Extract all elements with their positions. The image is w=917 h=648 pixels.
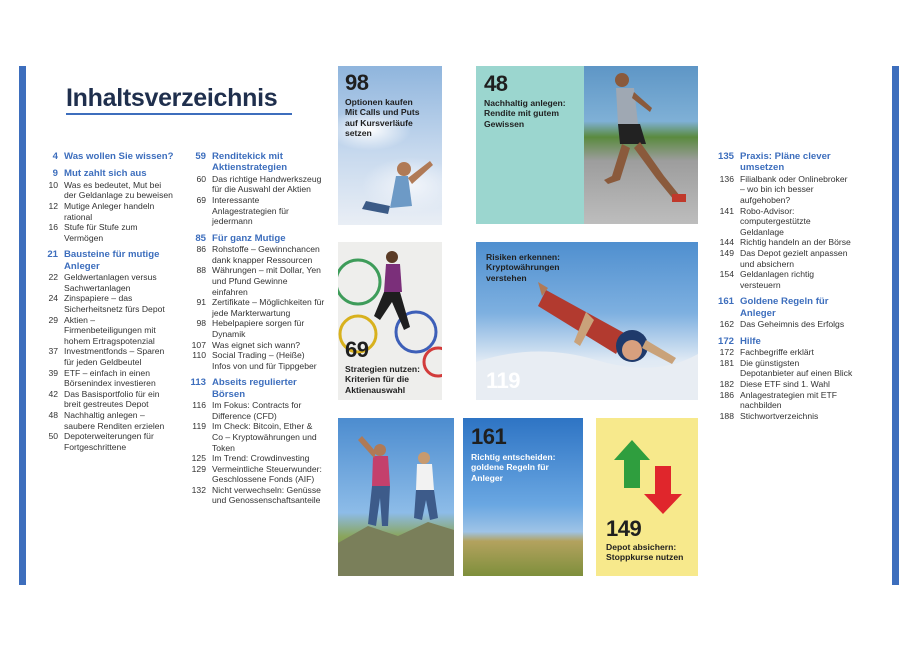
entry-page-number: 12 [48,201,58,211]
tile-page-number: 149 [606,516,642,541]
chapter-page-number: 59 [195,151,206,162]
entry-page-number: 10 [48,179,58,190]
chapter-title: Abseits regulierter Börsen [212,377,297,400]
toc-section [704,151,854,290]
toc-entry[interactable] [704,411,854,422]
page-title: Inhaltsverzeichnis [66,84,278,112]
entry-page-number: 88 [196,265,206,276]
entry-title: Das Depot gezielt anpassen und absichern [740,247,848,269]
toc-section [40,168,175,243]
toc-entry[interactable] [40,201,175,222]
entry-title: Stichwortverzeichnis [740,410,819,421]
entry-page-number: 48 [48,409,58,420]
toc-column-2 [180,151,325,512]
entry-title: Zinspapiere – das Sicherheitsnetz fürs Depot [64,293,165,314]
toc-entry[interactable] [40,222,175,243]
entry-title: Richtig handeln an der Börse [740,237,851,248]
entry-title: Das Basisportfolio für ein breit gestreutes Depot [64,388,160,410]
entry-page-number: 125 [191,453,206,464]
entry-title: Was es bedeutet, Mut bei der Geldanlage zu beweisen [64,179,173,201]
toc-entry[interactable] [180,174,325,195]
tile-caption: Nachhaltig anlegen: Rendite mit gutem Gewissen [484,98,566,129]
tile-options[interactable] [338,66,442,225]
entry-title: Social Trading – (Heiße) Infos von und für Tippgeber [212,350,317,371]
tile-page-number: 69 [345,337,369,362]
toc-entry[interactable] [704,237,854,248]
entry-page-number: 119 [192,421,206,432]
entry-page-number: 24 [48,293,58,304]
toc-column-1 [40,151,175,458]
entry-page-number: 172 [719,347,734,358]
toc-entry[interactable] [40,346,175,367]
entry-title: Im Trend: Crowdinvesting [212,453,310,464]
toc-entry[interactable] [180,421,325,453]
entry-title: Fachbegriffe erklärt [740,347,814,358]
entry-title: Interessante Anlagestrategien für jedermann [212,195,289,227]
toc-section [704,336,854,422]
tile-page-number: 48 [484,71,508,96]
chapter-page-number: 135 [717,151,734,162]
toc-entry[interactable] [704,174,854,206]
toc-entry[interactable] [704,206,854,238]
tile-caption: Strategien nutzen: Kriterien für die Aktienauswahl [345,364,420,395]
chapter-page-number: 172 [717,335,734,347]
chapter-page-number: 161 [717,296,734,308]
entry-title: Depoterweiterungen für Fortgeschrittene [64,431,154,452]
runner-photo [584,66,698,224]
entry-title: Das Geheimnis des Erfolgs [740,319,845,330]
toc-entry[interactable] [40,431,175,452]
entry-page-number: 110 [192,350,206,361]
toc-entry[interactable] [704,379,854,390]
entry-page-number: 132 [191,484,206,495]
toc-column-3 [704,151,854,427]
chapter-title: Mut zahlt sich aus [64,168,147,180]
tile-crypto[interactable] [476,242,698,400]
toc-chapter-heading[interactable] [704,296,854,319]
entry-title: Rohstoffe – Gewinnchancen dank knapper Ressourcen [212,244,320,265]
entry-title: Mutige Anleger handeln rational [64,201,155,222]
entry-page-number: 116 [192,400,206,411]
entry-title: Filialbank oder Onlinebroker – wo bin ich besser aufgehoben? [740,173,848,205]
entry-page-number: 91 [196,297,206,308]
entry-title: Geldanlagen richtig versteuern [740,269,815,290]
toc-entry[interactable] [704,390,854,411]
entry-title: Investmentfonds – Sparen für jeden Geldbeutel [64,346,165,367]
entry-page-number: 16 [48,222,58,233]
toc-entry[interactable] [180,485,325,506]
chapter-page-number: 113 [190,377,206,389]
tile-sustainable[interactable] [476,66,584,224]
tile-caption: Optionen kaufen Mit Calls und Puts auf Kursverläufe setzen [345,97,420,139]
entry-page-number: 22 [48,272,58,283]
toc-entry[interactable] [180,297,325,318]
entry-title: Nicht verwechseln: Genüsse und Genossenschaftsanteile [212,484,321,506]
entry-title: Anlagestrategien mit ETF nachbilden [740,389,837,411]
entry-page-number: 86 [196,244,206,255]
toc-chapter-heading[interactable] [40,168,175,179]
entry-page-number: 144 [719,237,734,248]
toc-chapter-heading[interactable] [704,151,854,174]
chapter-page-number: 4 [52,151,58,162]
toc-section [180,377,325,506]
chapter-page-number: 21 [47,249,58,261]
toc-chapter-heading[interactable] [40,249,175,272]
entry-title: Im Check: Bitcoin, Ether & Co – Kryptowährungen und Token [212,421,317,453]
entry-title: Stufe für Stufe zum Vermögen [64,222,138,243]
entry-page-number: 162 [719,319,734,330]
chapter-page-number: 85 [195,232,206,244]
entry-title: Hebelpapiere sorgen für Dynamik [212,318,305,339]
tile-strategies[interactable] [338,242,442,400]
entry-page-number: 154 [719,269,734,280]
entry-page-number: 149 [719,247,734,258]
toc-entry[interactable] [704,269,854,290]
title-underline [66,113,292,115]
chapter-page-number: 9 [52,168,58,180]
chapter-title: Was wollen Sie wissen? [64,151,174,162]
entry-page-number: 98 [196,318,206,329]
tile-page-number: 119 [486,368,520,393]
entry-page-number: 42 [48,388,58,399]
tile-caption: Risiken erkennen: Kryptowährungen verstehen [486,252,561,283]
entry-title: Das richtige Handwerkszeug für die Auswahl der Aktien [212,173,322,195]
toc-chapter-heading[interactable] [180,377,325,400]
entry-page-number: 60 [196,173,206,184]
toc-chapter-heading[interactable] [704,336,854,347]
entry-page-number: 37 [48,346,58,357]
left-accent-bar [19,66,26,585]
runner-illustration [584,66,698,224]
entry-page-number: 181 [719,357,734,368]
entry-title: ETF – einfach in einen Börsenindex investieren [64,367,156,389]
tile-caption: Depot absichern: Stoppkurse nutzen [606,542,684,563]
tile-caption: Richtig entscheiden: goldene Regeln für Anleger [471,452,556,483]
entry-title: Nachhaltig anlegen – saubere Renditen erzielen [64,409,165,431]
entry-page-number: 39 [48,367,58,378]
toc-entry[interactable] [180,453,325,464]
jumping-couple-photo [338,418,454,576]
chapter-title: Hilfe [740,335,761,347]
toc-entry[interactable] [704,319,854,330]
toc-entry[interactable] [180,318,325,339]
toc-entry[interactable] [180,195,325,227]
entry-title: Währungen – mit Dollar, Yen und Pfund Gewinne einfahren [212,265,321,297]
toc-section [704,296,854,329]
arrow-down-icon [644,466,682,514]
chapter-title: Bausteine für mutige Anleger [64,249,160,272]
entry-page-number: 186 [719,389,734,400]
toc-entry[interactable] [704,358,854,379]
chapter-title: Renditekick mit Aktienstrategien [212,151,288,174]
entry-page-number: 182 [719,378,734,389]
toc-section [180,151,325,227]
right-accent-bar [892,66,899,585]
entry-title: Was eignet sich wann? [212,339,301,350]
entry-page-number: 29 [48,314,58,325]
toc-chapter-heading[interactable] [180,233,325,244]
toc-section [40,249,175,452]
toc-entry[interactable] [40,368,175,389]
toc-chapter-heading[interactable] [40,151,175,162]
entry-title: Die günstigsten Depotanbieter auf einen Blick [740,357,853,379]
entry-page-number: 50 [48,431,58,442]
toc-entry[interactable] [40,315,175,347]
tile-stop-loss[interactable] [596,418,698,576]
entry-page-number: 69 [196,195,206,205]
chapter-title: Goldene Regeln für Anleger [740,296,829,319]
entry-page-number: 107 [191,339,206,350]
toc-chapter-heading[interactable] [180,151,325,174]
toc-entry[interactable] [180,265,325,297]
toc-entry[interactable] [40,272,175,293]
toc-entry[interactable] [180,464,325,485]
toc-entry[interactable] [704,248,854,269]
tile-page-number: 161 [471,424,507,449]
toc-section [40,151,175,162]
entry-page-number: 136 [719,173,734,184]
entry-title: Im Fokus: Contracts for Difference (CFD) [212,400,302,421]
toc-entry[interactable] [40,180,175,201]
entry-title: Zertifikate – Möglichkeiten für jede Markterwartung [212,297,325,318]
toc-entry[interactable] [40,389,175,410]
jumping-couple-illustration [338,418,454,576]
entry-page-number: 129 [191,463,206,474]
toc-entry[interactable] [180,340,325,351]
entry-title: Aktien – Firmenbeteiligungen mit hohem Ertragspotenzial [64,314,156,346]
toc-entry[interactable] [180,400,325,421]
tile-page-number: 98 [345,70,369,95]
toc-entry[interactable] [40,293,175,314]
entry-title: Robo-Advisor: computergestützte Geldanlage [740,205,811,237]
entry-page-number: 141 [719,205,734,216]
entry-title: Geldwertanlagen versus Sachwertanlagen [64,272,157,293]
entry-title: Diese ETF sind 1. Wahl [740,378,830,389]
toc-entry[interactable] [40,410,175,431]
entry-page-number: 188 [719,410,734,421]
toc-section [180,233,325,372]
entry-title: Vermeintliche Steuerwunder: Geschlossene Fonds (AIF) [212,463,322,485]
toc-entry[interactable] [180,244,325,265]
toc-entry[interactable] [180,350,325,371]
chapter-title: Für ganz Mutige [212,232,286,244]
chapter-title: Praxis: Pläne clever umsetzen [740,151,831,174]
tile-golden-rules[interactable] [463,418,583,576]
toc-entry[interactable] [704,347,854,358]
